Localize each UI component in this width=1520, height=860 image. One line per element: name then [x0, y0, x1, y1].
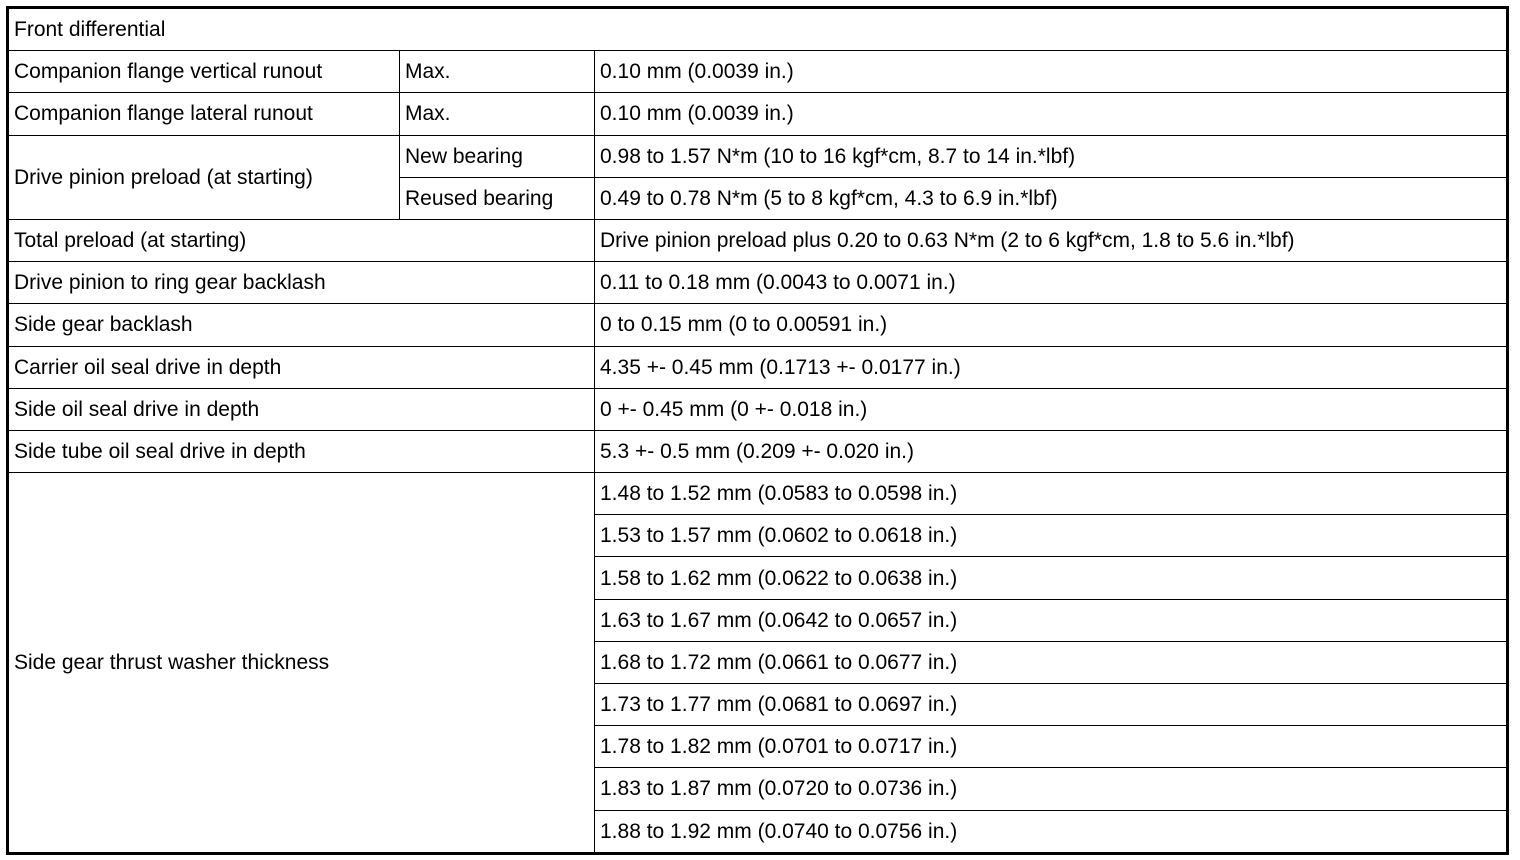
item-value: 1.88 to 1.92 mm (0.0740 to 0.0756 in.)	[595, 810, 1508, 853]
item-value: 0.98 to 1.57 N*m (10 to 16 kgf*cm, 8.7 to 14 in.*lbf)	[595, 135, 1508, 177]
item-label: Companion flange vertical runout	[8, 51, 400, 93]
table-row	[8, 262, 1508, 304]
table-row	[8, 473, 1508, 515]
item-value: 0 +- 0.45 mm (0 +- 0.018 in.)	[595, 388, 1508, 430]
item-sub-label: New bearing	[400, 135, 595, 177]
item-sub-label: Reused bearing	[400, 177, 595, 219]
table-row	[8, 304, 1508, 346]
item-value: 1.78 to 1.82 mm (0.0701 to 0.0717 in.)	[595, 726, 1508, 768]
item-label: Drive pinion preload (at starting)	[8, 135, 400, 219]
table-row-title	[8, 8, 1508, 51]
item-label: Carrier oil seal drive in depth	[8, 346, 595, 388]
table-row	[8, 430, 1508, 472]
item-value: 1.83 to 1.87 mm (0.0720 to 0.0736 in.)	[595, 768, 1508, 810]
table-row	[8, 388, 1508, 430]
item-label: Companion flange lateral runout	[8, 93, 400, 135]
item-value: 5.3 +- 0.5 mm (0.209 +- 0.020 in.)	[595, 430, 1508, 472]
item-value: 4.35 +- 0.45 mm (0.1713 +- 0.0177 in.)	[595, 346, 1508, 388]
item-value: 0.10 mm (0.0039 in.)	[595, 51, 1508, 93]
item-value: 1.68 to 1.72 mm (0.0661 to 0.0677 in.)	[595, 641, 1508, 683]
front-differential-spec-table	[6, 6, 1509, 855]
table-row	[8, 51, 1508, 93]
item-value: 1.63 to 1.67 mm (0.0642 to 0.0657 in.)	[595, 599, 1508, 641]
item-value: 0.11 to 0.18 mm (0.0043 to 0.0071 in.)	[595, 262, 1508, 304]
table-row	[8, 93, 1508, 135]
item-label: Total preload (at starting)	[8, 219, 595, 261]
item-sub-label: Max.	[400, 93, 595, 135]
table-title: Front differential	[8, 8, 1508, 51]
item-value: 0 to 0.15 mm (0 to 0.00591 in.)	[595, 304, 1508, 346]
item-label: Drive pinion to ring gear backlash	[8, 262, 595, 304]
item-value: 1.58 to 1.62 mm (0.0622 to 0.0638 in.)	[595, 557, 1508, 599]
item-value: Drive pinion preload plus 0.20 to 0.63 N*m (2 to 6 kgf*cm, 1.8 to 5.6 in.*lbf)	[595, 219, 1508, 261]
item-label: Side gear backlash	[8, 304, 595, 346]
item-value: 1.48 to 1.52 mm (0.0583 to 0.0598 in.)	[595, 473, 1508, 515]
item-label: Side oil seal drive in depth	[8, 388, 595, 430]
item-value: 0.49 to 0.78 N*m (5 to 8 kgf*cm, 4.3 to 6.9 in.*lbf)	[595, 177, 1508, 219]
item-value: 1.73 to 1.77 mm (0.0681 to 0.0697 in.)	[595, 684, 1508, 726]
table-row	[8, 135, 1508, 177]
table-row	[8, 346, 1508, 388]
item-sub-label: Max.	[400, 51, 595, 93]
table-row	[8, 219, 1508, 261]
item-value: 0.10 mm (0.0039 in.)	[595, 93, 1508, 135]
item-label: Side gear thrust washer thickness	[8, 473, 595, 854]
item-value: 1.53 to 1.57 mm (0.0602 to 0.0618 in.)	[595, 515, 1508, 557]
item-label: Side tube oil seal drive in depth	[8, 430, 595, 472]
